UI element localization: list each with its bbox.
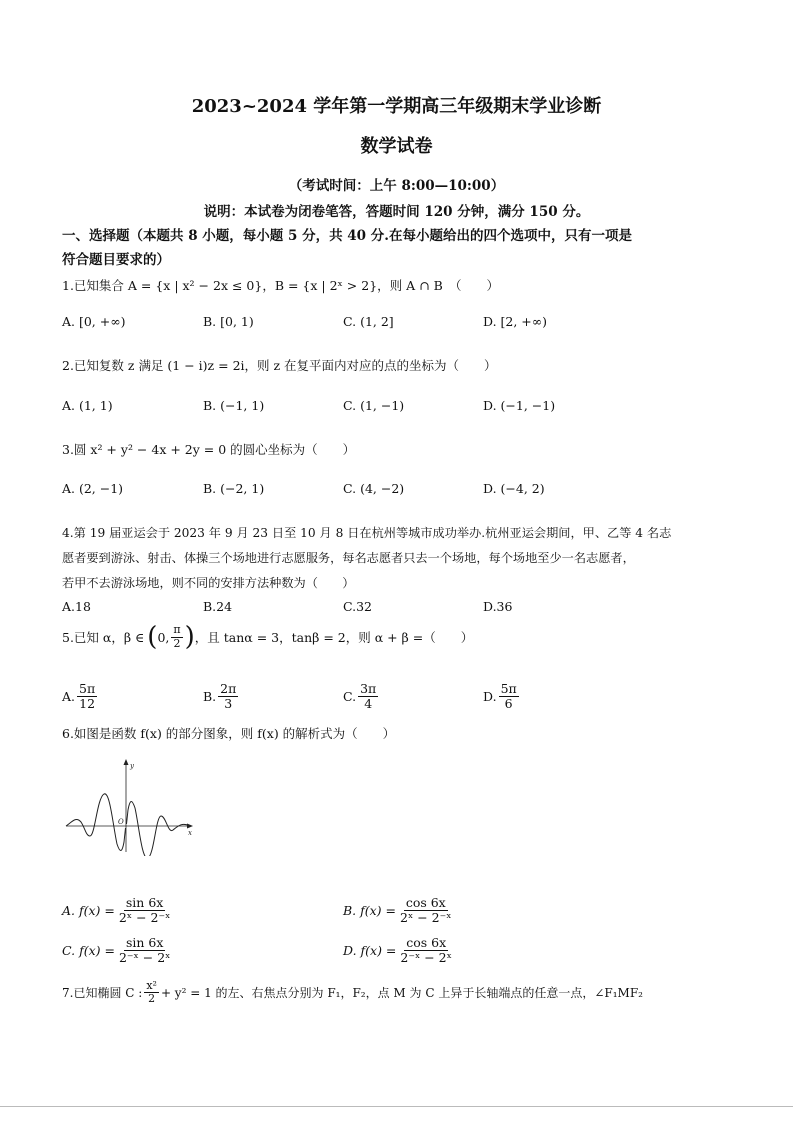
question-7-stem-start: 7.已知椭圆 C : [62, 986, 143, 1001]
x-axis-arrow [187, 824, 193, 829]
question-6-option-d[interactable] [343, 936, 456, 965]
question-3-option-d[interactable]: D. (−4, 2) [483, 481, 545, 496]
option-c-numerator: 3π [360, 681, 377, 696]
option-a-denominator: 12 [79, 695, 96, 711]
option-d-label: D. [483, 688, 497, 704]
question-2-option-d[interactable]: D. (−1, −1) [483, 398, 556, 413]
question-5-option-b[interactable] [203, 682, 240, 711]
option-b-denominator: 3 [224, 695, 233, 711]
question-4-line2: 愿者要到游泳、射击、体操三个场地进行志愿服务，每名志愿者只去一个场地，每个场地至少一名志愿者， [62, 551, 635, 565]
question-6-option-b[interactable] [343, 896, 456, 925]
y-axis-label: y [130, 762, 134, 770]
exam-note: 说明：本试卷为闭卷笔答，答题时间 120 分钟，满分 150 分。 [203, 204, 590, 220]
exam-time: （考试时间：上午 8:00—10:00） [288, 178, 505, 194]
question-1-stem: 1.已知集合 A = {x | x² − 2x ≤ 0}，B = {x | 2ˣ > 2}，则 A ∩ B （ ） [62, 278, 500, 293]
option-a-numerator: sin 6x [125, 895, 164, 910]
pi-over-two [171, 624, 182, 649]
option-d-fraction [398, 936, 454, 965]
option-d-fraction [499, 682, 519, 711]
ellipse-fraction [144, 980, 159, 1005]
option-b-numerator: 2π [220, 681, 237, 696]
exam-subtitle: 数学试卷 [360, 136, 433, 157]
option-b-fraction [218, 682, 238, 711]
question-4-line1: 4.第 19 届亚运会于 2023 年 9 月 23 日至 10 月 8 日在杭州等城市成功举办.杭州亚运会期间，甲、乙等 4 名志 [62, 526, 672, 540]
exam-title: 2023~2024 学年第一学期高三年级期末学业诊断 [191, 96, 602, 117]
question-3-option-c[interactable]: C. (4, −2) [343, 481, 405, 496]
option-d-label: D. f(x) = [343, 942, 397, 958]
option-c-fraction [358, 682, 378, 711]
option-d-denominator: 2⁻ˣ − 2ˣ [400, 949, 452, 965]
question-4-option-c[interactable]: C.32 [343, 599, 372, 614]
question-5-option-c[interactable] [343, 682, 380, 711]
question-7-stem [62, 980, 643, 1005]
question-4-option-b[interactable]: B.24 [203, 599, 233, 614]
question-3-option-b[interactable]: B. (−2, 1) [203, 481, 265, 496]
question-4-line3: 若甲不去游泳场地，则不同的安排方法种数为（ ） [62, 576, 355, 590]
origin-label: O [118, 818, 124, 826]
open-paren: ( [147, 622, 158, 652]
option-d-numerator: 5π [500, 681, 517, 696]
question-6-option-a[interactable] [62, 896, 174, 925]
option-a-numerator: 5π [79, 681, 96, 696]
pi-numerator: π [173, 623, 181, 637]
section-heading-line2: 符合题目要求的） [62, 252, 170, 268]
question-3-option-a[interactable]: A. (2, −1) [62, 481, 124, 496]
question-5-stem [62, 624, 473, 650]
question-2-option-c[interactable]: C. (1, −1) [343, 398, 405, 413]
question-4-option-d[interactable]: D.36 [483, 599, 513, 614]
option-a-label: A. f(x) = [62, 902, 115, 918]
option-b-numerator: cos 6x [405, 895, 446, 910]
option-b-denominator: 2ˣ − 2⁻ˣ [400, 909, 452, 925]
pi-denominator: 2 [173, 636, 181, 650]
option-b-label: B. [203, 688, 217, 704]
question-5-option-d[interactable] [483, 682, 521, 711]
question-1-option-a[interactable]: A. [0, +∞) [62, 314, 126, 329]
option-a-denominator: 2ˣ − 2⁻ˣ [118, 909, 171, 925]
ellipse-denominator: 2 [148, 992, 156, 1006]
interval-left: 0, [157, 629, 170, 645]
question-1-option-c[interactable]: C. (1, 2] [343, 314, 394, 329]
question-7-stem-end: + y² = 1 的左、右焦点分别为 F₁，F₂，点 M 为 C 上异于长轴端点的任意一点，∠F₁MF₂ [160, 986, 643, 1001]
graph-curve [66, 794, 190, 856]
question-5-stem-end: ，且 tanα = 3，tanβ = 2，则 α + β =（ ） [194, 630, 474, 645]
option-c-label: C. [343, 688, 357, 704]
option-c-fraction [117, 936, 173, 965]
page-bottom-divider [0, 1106, 793, 1107]
option-c-numerator: sin 6x [125, 935, 164, 950]
option-b-fraction [398, 896, 454, 925]
question-6-stem: 6.如图是函数 f(x) 的部分图象，则 f(x) 的解析式为（ ） [62, 726, 396, 741]
close-paren: ) [184, 622, 195, 652]
option-a-fraction [77, 682, 97, 711]
option-c-denominator: 2⁻ˣ − 2ˣ [118, 949, 171, 965]
question-2-option-a[interactable]: A. (1, 1) [62, 398, 113, 413]
option-a-fraction [117, 896, 173, 925]
option-b-label: B. f(x) = [343, 902, 397, 918]
y-axis-arrow [124, 759, 129, 765]
question-2-option-b[interactable]: B. (−1, 1) [203, 398, 265, 413]
option-c-label: C. f(x) = [62, 942, 115, 958]
question-5-option-a[interactable] [62, 682, 99, 711]
question-5-stem-start: 5.已知 α，β ∈ [62, 630, 145, 645]
question-4-option-a[interactable]: A.18 [62, 599, 91, 614]
option-d-numerator: cos 6x [406, 935, 447, 950]
option-d-denominator: 6 [504, 695, 513, 711]
question-6-option-c[interactable] [62, 936, 174, 965]
function-graph [62, 756, 197, 856]
question-2-stem: 2.已知复数 z 满足 (1 − i)z = 2i，则 z 在复平面内对应的点的坐标为（ ） [62, 358, 497, 373]
section-heading-line1: 一、选择题（本题共 8 小题，每小题 5 分，共 40 分.在每小题给出的四个选项中，只有一项是 [62, 228, 632, 244]
ellipse-numerator: x² [146, 979, 157, 992]
option-c-denominator: 4 [364, 695, 373, 711]
question-3-stem: 3.圆 x² + y² − 4x + 2y = 0 的圆心坐标为（ ） [62, 442, 356, 457]
question-1-option-d[interactable]: D. [2, +∞) [483, 314, 548, 329]
x-axis-label: x [188, 829, 192, 837]
option-a-label: A. [62, 688, 76, 704]
question-1-option-b[interactable]: B. [0, 1) [203, 314, 254, 329]
